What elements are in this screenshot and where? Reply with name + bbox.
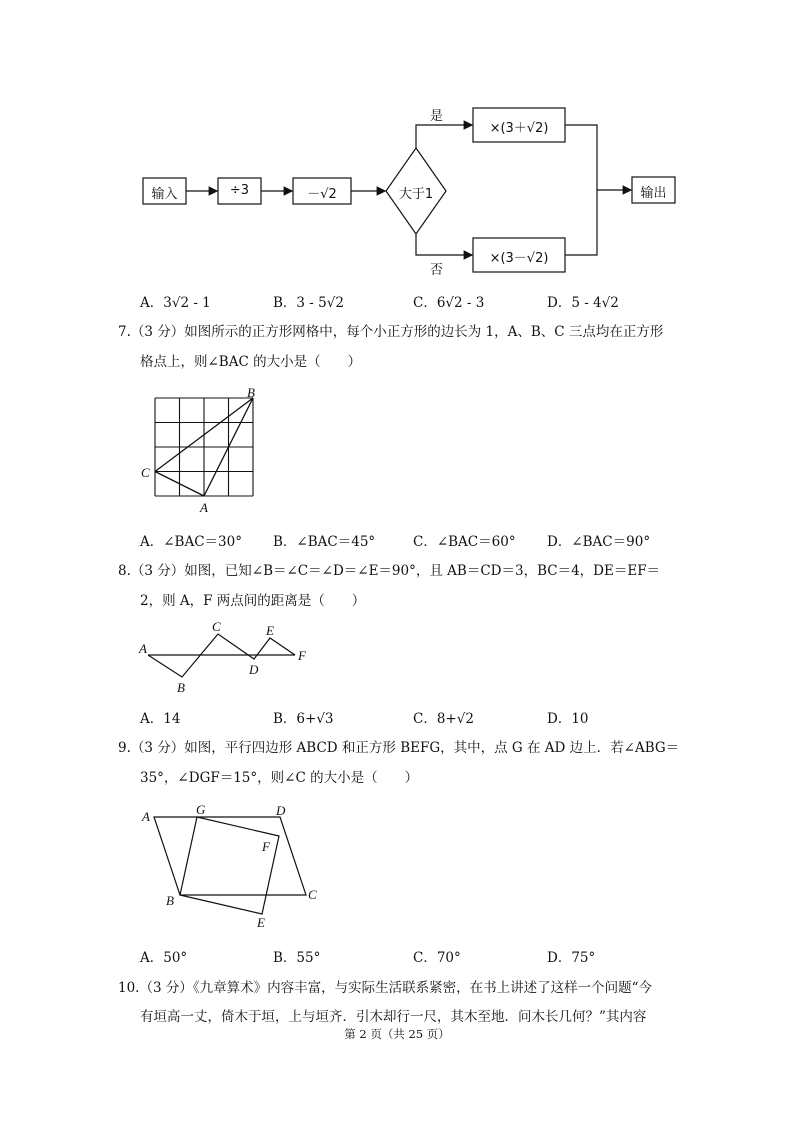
q9-label-b: B (166, 893, 174, 908)
q9-label-e: E (257, 915, 265, 930)
q7-label-a: A (200, 500, 208, 515)
q7-option-b: B．∠BAC＝45° (273, 534, 376, 550)
q9-label-g: G (196, 802, 206, 817)
q8-label-c: C (212, 619, 221, 634)
yes-label: 是 (430, 109, 444, 124)
q7-stem-line2: 格点上，则∠BAC 的大小是（ ） (140, 354, 362, 370)
q8-label-f: F (298, 648, 306, 663)
q7-label-b: B (247, 385, 255, 400)
q6-option-c: C．6√2 - 3 (413, 295, 485, 311)
q10-stem-line1: 10.（3 分）《九章算术》内容丰富，与实际生活联系紧密，在书上讲述了这样一个问题“今 (118, 980, 653, 996)
q7-option-a: A．∠BAC＝30° (140, 534, 242, 550)
q9-stem-line1: 9.（3 分）如图，平行四边形 ABCD 和正方形 BEFG，其中，点 G 在 AD 边上．若∠ABG＝ (118, 740, 680, 756)
q8-option-c: C．8+√2 (413, 711, 474, 727)
divide-label: ÷3 (229, 183, 250, 198)
q7-label-c: C (141, 465, 150, 480)
q9-label-d: D (276, 803, 286, 818)
page-footer: 第 2 页（共 25 页） (344, 1027, 450, 1041)
decision-label: 大于1 (398, 187, 434, 202)
q9-stem-line2: 35°，∠DGF＝15°，则∠C 的大小是（ ） (140, 770, 419, 786)
input-label: 输入 (151, 187, 178, 202)
q8-stem-line1: 8.（3 分）如图，已知∠B＝∠C＝∠D＝∠E＝90°，且 AB＝CD＝3，BC＝4，DE＝EF＝ (118, 563, 661, 579)
no-label: 否 (430, 263, 444, 278)
q8-option-b: B．6+√3 (273, 711, 334, 727)
q6-option-a: A．3√2 - 1 (140, 295, 211, 311)
q9-label-f: F (262, 839, 270, 854)
q9-option-c: C．70° (413, 950, 461, 966)
q9-option-b: B．55° (273, 950, 321, 966)
q10-stem-line2: 有垣高一丈，倚木于垣，上与垣齐．引木却行一尺，其木至地．问木长几何？”其内容 (140, 1009, 647, 1025)
q8-stem-line2: 2，则 A，F 两点间的距离是（ ） (140, 593, 366, 609)
q9-option-a: A．50° (140, 950, 188, 966)
q7-option-c: C．∠BAC＝60° (413, 534, 516, 550)
q8-label-b: B (177, 680, 185, 695)
yes-box-label: ×(3＋√2) (489, 121, 549, 136)
q7-stem-line1: 7.（3 分）如图所示的正方形网格中，每个小正方形的边长为 1，A、B、C 三点均在正方形 (118, 324, 664, 340)
q8-option-a: A．14 (140, 711, 181, 727)
q6-option-b: B．3 - 5√2 (273, 295, 344, 311)
q6-option-d: D．5 - 4√2 (547, 295, 619, 311)
q8-label-a: A (139, 641, 147, 656)
minus-sqrt-label: －√2 (307, 187, 337, 202)
output-label: 输出 (640, 186, 667, 201)
q9-label-c: C (308, 887, 317, 902)
q8-option-d: D．10 (547, 711, 589, 727)
q9-option-d: D．75° (547, 950, 596, 966)
no-box-label: ×(3－√2) (489, 251, 549, 266)
q8-label-d: D (249, 662, 259, 677)
q8-label-e: E (266, 623, 274, 638)
q7-option-d: D．∠BAC＝90° (547, 534, 651, 550)
q9-label-a: A (142, 809, 150, 824)
